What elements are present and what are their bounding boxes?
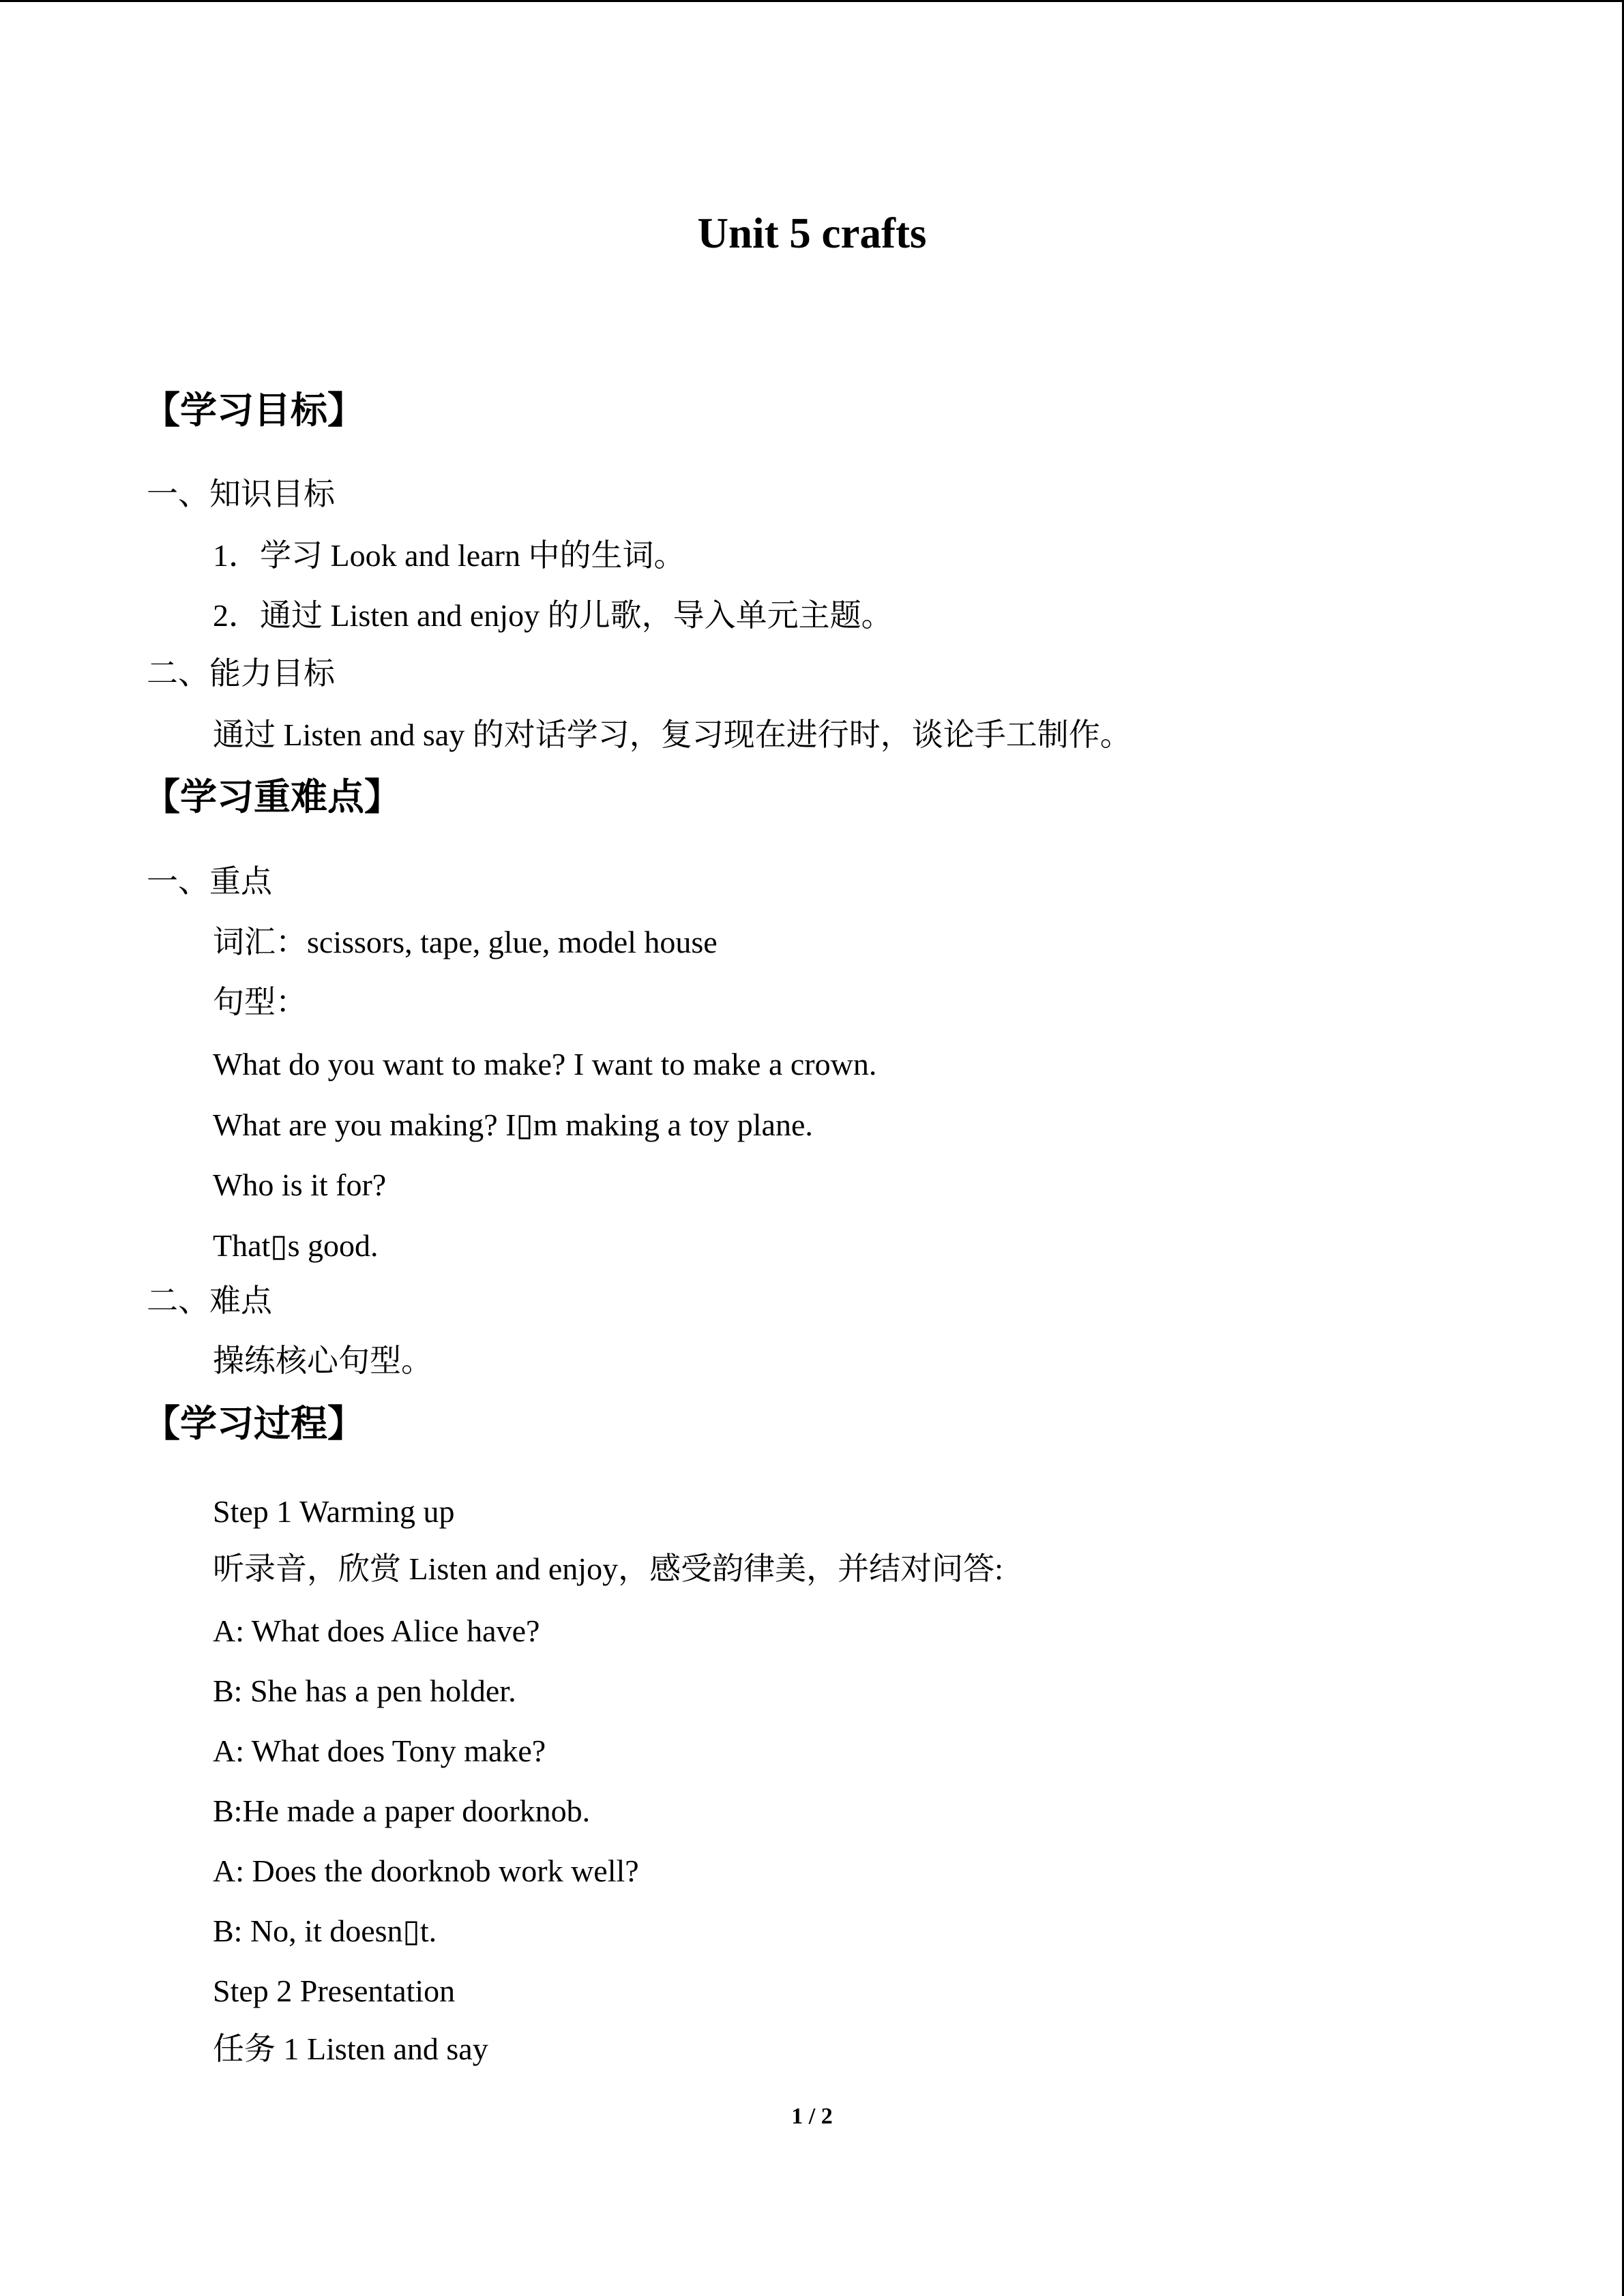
section-heading-goals: 【学习目标】 (143, 389, 364, 432)
focus-vocabulary: 词汇：scissors, tape, glue, model house (213, 925, 718, 959)
dialogue-line: B:He made a paper doorknob. (213, 1793, 591, 1828)
dialogue-line: B: She has a pen holder. (213, 1673, 516, 1708)
section-heading-process: 【学习过程】 (143, 1402, 364, 1445)
page-border-top (0, 0, 1624, 2)
pattern-sentence: What do you want to make? I want to make a crown. (213, 1047, 877, 1082)
dialogue-line: B: No, it doesn▯t. (213, 1913, 437, 1948)
ability-goals-text: 通过 Listen and say 的对话学习，复习现在进行时，谈论手工制作。 (213, 717, 1132, 752)
dialogue-line: A: Does the doorknob work well? (213, 1853, 639, 1888)
section-heading-key-points: 【学习重难点】 (143, 775, 401, 818)
knowledge-goal-item: 1．学习 Look and learn 中的生词。 (213, 538, 685, 573)
step2-title: Step 2 Presentation (213, 1973, 456, 2008)
document-title: Unit 5 crafts (697, 209, 927, 257)
focus-patterns-label: 句型： (213, 985, 307, 1019)
ability-goals-label: 二、能力目标 (147, 656, 335, 691)
step1-title: Step 1 Warming up (213, 1494, 455, 1529)
step2-task1: 任务 1 Listen and say (213, 2031, 488, 2066)
page-number: 1 / 2 (791, 2104, 833, 2129)
difficulty-label: 二、难点 (147, 1283, 272, 1318)
dialogue-line: A: What does Tony make? (213, 1733, 546, 1768)
pattern-sentence: What are you making? I▯m making a toy plane. (213, 1107, 813, 1142)
difficulty-text: 操练核心句型。 (213, 1343, 432, 1378)
knowledge-goal-item: 2．通过 Listen and enjoy 的儿歌，导入单元主题。 (213, 598, 893, 633)
dialogue-line: A: What does Alice have? (213, 1613, 540, 1648)
focus-label: 一、重点 (147, 864, 272, 899)
pattern-sentence: That▯s good. (213, 1228, 379, 1263)
knowledge-goals-label: 一、知识目标 (147, 477, 335, 511)
pattern-sentence: Who is it for? (213, 1167, 387, 1202)
step1-instruction: 听录音，欣赏 Listen and enjoy，感受韵律美，并结对问答: (213, 1551, 1003, 1586)
